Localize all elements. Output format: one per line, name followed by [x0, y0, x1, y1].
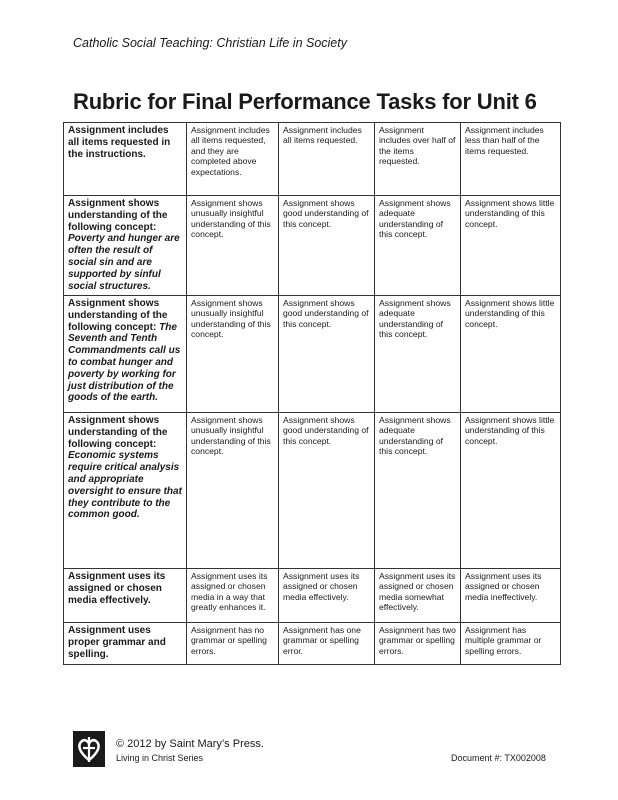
rubric-cell: Assignment shows adequate understanding of this concept.: [375, 413, 461, 569]
criterion-cell: [64, 413, 187, 569]
rubric-cell: Assignment uses its assigned or chosen media effectively.: [279, 569, 375, 623]
table-row: [64, 569, 561, 623]
rubric-cell: Assignment shows unusually insightful understanding of this concept.: [187, 296, 279, 413]
rubric-cell: Assignment shows adequate understanding of this concept.: [375, 196, 461, 296]
concept-text: The Seventh and Tenth Commandments call us to combat hunger and poverty by working for just distribution of the goods of the earth.: [68, 321, 181, 404]
rubric-cell: Assignment shows little understanding of this concept.: [461, 413, 561, 569]
rubric-cell: Assignment shows little understanding of this concept.: [461, 196, 561, 296]
rubric-cell: Assignment shows adequate understanding of this concept.: [375, 296, 461, 413]
criterion-text: Assignment uses proper grammar and spelling.: [68, 625, 166, 660]
series-text: Living in Christ Series: [116, 753, 204, 763]
copyright-text: © 2012 by Saint Mary’s Press.: [116, 738, 264, 750]
rubric-cell: Assignment shows good understanding of this concept.: [279, 196, 375, 296]
rubric-cell: Assignment includes less than half of the items requested.: [461, 123, 561, 196]
table-row: [64, 123, 561, 196]
rubric-cell: Assignment shows unusually insightful understanding of this concept.: [187, 413, 279, 569]
rubric-cell: Assignment uses its assigned or chosen media ineffectively.: [461, 569, 561, 623]
criterion-text: Assignment includes all items requested in the instructions.: [68, 125, 171, 160]
concept-text: Poverty and hunger are often the result of social sin and are supported by sinful social structures.: [68, 233, 180, 292]
running-header: Catholic Social Teaching: Christian Life in Society: [73, 36, 347, 50]
rubric-cell: Assignment has one grammar or spelling error.: [279, 623, 375, 665]
saint-marys-press-logo-icon: [73, 731, 105, 767]
criterion-text: Assignment shows understanding of the following concept:: [68, 415, 168, 450]
rubric-cell: Assignment has multiple grammar or spelling errors.: [461, 623, 561, 665]
rubric-cell: Assignment has no grammar or spelling errors.: [187, 623, 279, 665]
table-row: [64, 296, 561, 413]
page-title: Rubric for Final Performance Tasks for Unit 6: [73, 89, 537, 114]
criterion-cell: [64, 296, 187, 413]
rubric-cell: Assignment includes all items requested, and they are completed above expectations.: [187, 123, 279, 196]
rubric-cell: Assignment uses its assigned or chosen media in a way that greatly enhances it.: [187, 569, 279, 623]
table-row: [64, 196, 561, 296]
rubric-cell: Assignment shows unusually insightful understanding of this concept.: [187, 196, 279, 296]
rubric-cell: Assignment shows good understanding of this concept.: [279, 413, 375, 569]
criterion-text: Assignment shows understanding of the following concept:: [68, 198, 168, 233]
table-row: [64, 623, 561, 665]
criterion-text: Assignment shows understanding of the following concept:: [68, 298, 168, 333]
concept-text: Economic systems require critical analysis and appropriate oversight to ensure that they contribute to the common good.: [68, 450, 182, 521]
criterion-cell: [64, 196, 187, 296]
criterion-cell: [64, 569, 187, 623]
table-row: [64, 413, 561, 569]
rubric-cell: Assignment shows little understanding of this concept.: [461, 296, 561, 413]
criterion-cell: [64, 123, 187, 196]
rubric-table: [63, 122, 561, 665]
rubric-cell: Assignment shows good understanding of this concept.: [279, 296, 375, 413]
rubric-cell: Assignment includes all items requested.: [279, 123, 375, 196]
rubric-cell: Assignment includes over half of the items requested.: [375, 123, 461, 196]
document-number: Document #: TX002008: [451, 753, 546, 763]
criterion-text: Assignment uses its assigned or chosen media effectively.: [68, 571, 166, 606]
criterion-cell: [64, 623, 187, 665]
rubric-cell: Assignment uses its assigned or chosen media somewhat effectively.: [375, 569, 461, 623]
rubric-cell: Assignment has two grammar or spelling errors.: [375, 623, 461, 665]
